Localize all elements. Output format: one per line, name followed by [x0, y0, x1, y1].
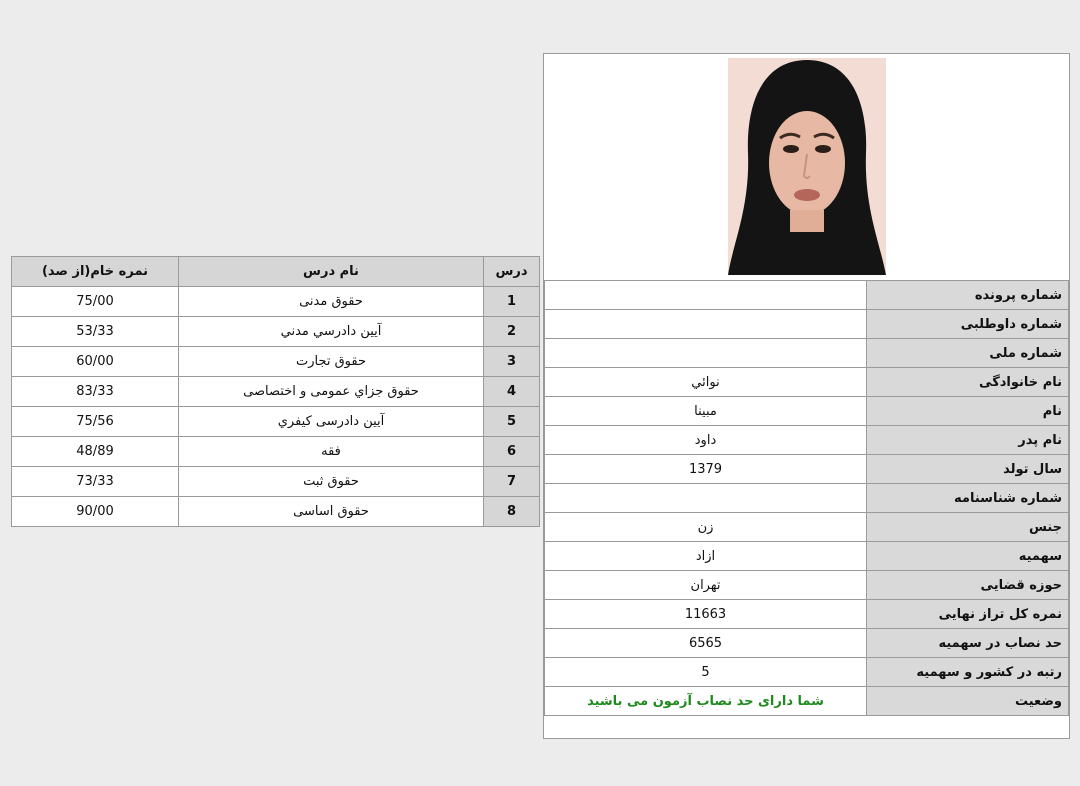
table-row — [545, 513, 1069, 542]
course-score: 60/00 — [12, 347, 179, 377]
judicial-district-value: تهران — [545, 571, 867, 600]
course-score: 53/33 — [12, 317, 179, 347]
table-row — [12, 467, 540, 497]
father-name-value: داود — [545, 426, 867, 455]
table-row — [545, 368, 1069, 397]
file-number-value — [545, 281, 867, 310]
course-score: 73/33 — [12, 467, 179, 497]
course-name: حقوق اساسی — [179, 497, 484, 527]
rank-label: رتبه در کشور و سهمیه — [867, 658, 1069, 687]
course-name-header: نام درس — [179, 257, 484, 287]
course-index: 5 — [484, 407, 540, 437]
course-index: 8 — [484, 497, 540, 527]
table-row — [545, 281, 1069, 310]
raw-score-header: نمره خام(از صد) — [12, 257, 179, 287]
course-name: حقوق تجارت — [179, 347, 484, 377]
candidate-card — [543, 53, 1070, 739]
course-name: حقوق مدنی — [179, 287, 484, 317]
table-row — [12, 317, 540, 347]
course-index: 7 — [484, 467, 540, 497]
table-row — [545, 542, 1069, 571]
course-index: 6 — [484, 437, 540, 467]
table-row — [545, 310, 1069, 339]
table-row — [12, 437, 540, 467]
course-index: 1 — [484, 287, 540, 317]
table-row — [545, 629, 1069, 658]
portrait-image — [728, 58, 886, 275]
last-name-label: نام خانوادگی — [867, 368, 1069, 397]
course-score: 48/89 — [12, 437, 179, 467]
scores-header-row — [12, 257, 540, 287]
course-score: 83/33 — [12, 377, 179, 407]
course-name: حقوق جزاي عمومی و اختصاصی — [179, 377, 484, 407]
course-index: 2 — [484, 317, 540, 347]
table-row — [545, 687, 1069, 716]
judicial-district-label: حوزه قضایی — [867, 571, 1069, 600]
birth-year-value: 1379 — [545, 455, 867, 484]
id-card-number-label: شماره شناسنامه — [867, 484, 1069, 513]
table-row — [545, 600, 1069, 629]
first-name-value: مبينا — [545, 397, 867, 426]
table-row — [545, 658, 1069, 687]
table-row — [545, 426, 1069, 455]
quota-value: ازاد — [545, 542, 867, 571]
course-name: آيين دادرسي مدني — [179, 317, 484, 347]
status-label: وضعیت — [867, 687, 1069, 716]
status-value: شما دارای حد نصاب آزمون می باشید — [545, 687, 867, 716]
last-name-value: نوائي — [545, 368, 867, 397]
national-id-label: شماره ملی — [867, 339, 1069, 368]
final-score-value: 11663 — [545, 600, 867, 629]
candidate-number-label: شماره داوطلبی — [867, 310, 1069, 339]
gender-value: زن — [545, 513, 867, 542]
course-name: فقه — [179, 437, 484, 467]
table-row — [545, 397, 1069, 426]
course-index: 3 — [484, 347, 540, 377]
photo-area — [544, 54, 1069, 280]
file-number-label: شماره پرونده — [867, 281, 1069, 310]
table-row — [12, 377, 540, 407]
final-score-label: نمره کل تراز نهایی — [867, 600, 1069, 629]
index-header: درس — [484, 257, 540, 287]
course-name: حقوق ثبت — [179, 467, 484, 497]
rank-value: 5 — [545, 658, 867, 687]
quota-label: سهمیه — [867, 542, 1069, 571]
table-row — [545, 484, 1069, 513]
table-row — [12, 497, 540, 527]
birth-year-label: سال تولد — [867, 455, 1069, 484]
quota-threshold-value: 6565 — [545, 629, 867, 658]
candidate-number-value — [545, 310, 867, 339]
course-index: 4 — [484, 377, 540, 407]
course-name: آيين دادرسی کيفري — [179, 407, 484, 437]
course-score: 75/56 — [12, 407, 179, 437]
scores-table — [11, 256, 540, 527]
first-name-label: نام — [867, 397, 1069, 426]
table-row — [545, 455, 1069, 484]
candidate-photo — [728, 58, 886, 275]
father-name-label: نام پدر — [867, 426, 1069, 455]
course-score: 90/00 — [12, 497, 179, 527]
gender-label: جنس — [867, 513, 1069, 542]
course-score: 75/00 — [12, 287, 179, 317]
table-row — [545, 339, 1069, 368]
table-row — [12, 287, 540, 317]
quota-threshold-label: حد نصاب در سهمیه — [867, 629, 1069, 658]
id-card-number-value — [545, 484, 867, 513]
table-row — [12, 407, 540, 437]
table-row — [545, 571, 1069, 600]
table-row — [12, 347, 540, 377]
candidate-info-table — [544, 280, 1069, 716]
national-id-value — [545, 339, 867, 368]
